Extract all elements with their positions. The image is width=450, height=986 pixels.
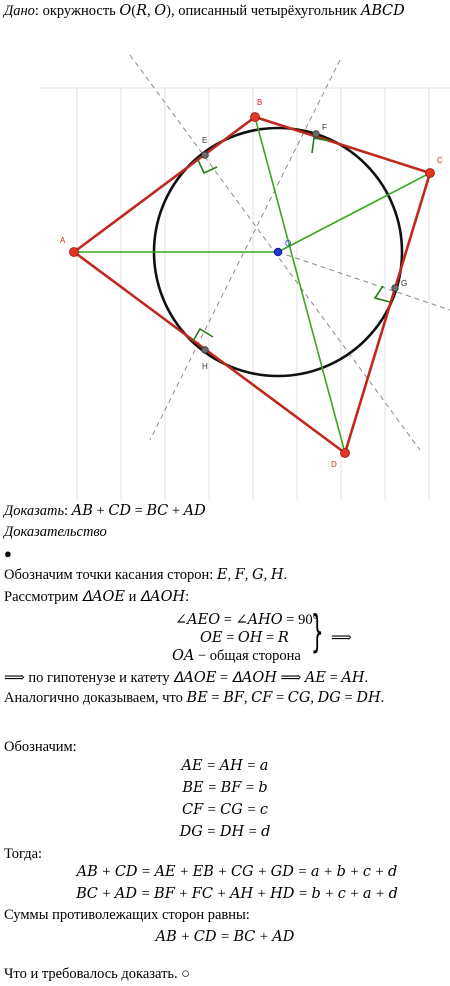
- similarly-line: Аналогично доказываем, что 𝐵𝐸 = 𝐵𝐹, 𝐶𝐹 = 𝐶𝐺, 𝐷𝐺 = 𝐷𝐻.: [4, 690, 385, 706]
- system-brace: }: [311, 606, 324, 657]
- point-e: [202, 152, 209, 159]
- prove-line: [4, 502, 206, 520]
- given-quad: 𝐴𝐵𝐶𝐷: [360, 3, 405, 19]
- tangent-points: [202, 131, 399, 354]
- prove-text: : 𝐴𝐵 + 𝐶𝐷 = 𝐵𝐶 + 𝐴𝐷: [64, 503, 206, 519]
- prove-prefix: Доказать: [4, 503, 65, 519]
- system-eq3: 𝑂𝐴 − общая сторона: [172, 648, 301, 664]
- point-a: [70, 248, 79, 257]
- right-angle-marks: [193, 138, 390, 341]
- given-text2: , описанный четырёхугольник: [171, 3, 361, 19]
- label-o: O: [285, 239, 292, 248]
- given-circle: 𝑂(𝑅, 𝑂): [119, 3, 171, 19]
- dashed-line-a-f: [150, 60, 340, 440]
- segment-o-c: [278, 173, 430, 252]
- label-e: E: [202, 136, 208, 145]
- right-angle-g: [375, 286, 390, 302]
- system-eq2: 𝑂𝐸 = 𝑂𝐻 = 𝑅: [200, 630, 289, 646]
- point-d: [341, 449, 350, 458]
- system-implies: ⟹: [331, 630, 352, 646]
- proof-title: Доказательство: [4, 524, 107, 540]
- tangent-points-line: Обозначим точки касания сторон: 𝐸, 𝐹, 𝐺, 𝐻.: [4, 567, 288, 583]
- label-h: H: [202, 362, 208, 371]
- equation-ae: 𝐴𝐸 = 𝐴𝐻 = 𝑎: [181, 758, 269, 774]
- point-f: [313, 131, 320, 138]
- consider-line: Рассмотрим 𝛥𝐴𝑂𝐸 и 𝛥𝐴𝑂𝐻:: [4, 589, 190, 605]
- sums-equal-line: Суммы противолежащих сторон равны:: [4, 907, 250, 923]
- bullet: ●: [4, 546, 12, 561]
- equation-be: 𝐵𝐸 = 𝐵𝐹 = 𝑏: [182, 780, 268, 796]
- given-line: [4, 2, 405, 20]
- point-b: [251, 113, 260, 122]
- final-equation: 𝐴𝐵 + 𝐶𝐷 = 𝐵𝐶 + 𝐴𝐷: [155, 929, 295, 945]
- label-c: C: [437, 156, 443, 165]
- given-text: : окружность: [34, 3, 120, 19]
- label-g: G: [401, 279, 408, 288]
- equation-cf: 𝐶𝐹 = 𝐶𝐺 = 𝑐: [181, 802, 269, 818]
- given-prefix: Дано: [4, 3, 35, 19]
- point-c: [426, 169, 435, 178]
- qed-line: Что и требовалось доказать. ○: [4, 966, 191, 982]
- hypotenuse-line: ⟹ по гипотенузе и катету 𝛥𝐴𝑂𝐸 = 𝛥𝐴𝑂𝐻 ⟹ 𝐴𝐸 = 𝐴𝐻.: [4, 670, 369, 686]
- right-angle-f: [312, 138, 329, 153]
- label-a: A: [60, 236, 66, 245]
- right-angle-e: [198, 160, 217, 173]
- label-f: F: [322, 123, 327, 132]
- equation-dg: 𝐷𝐺 = 𝐷𝐻 = 𝑑: [179, 824, 271, 840]
- sum-ab-cd: 𝐴𝐵 + 𝐶𝐷 = 𝐴𝐸 + 𝐸𝐵 + 𝐶𝐺 + 𝐺𝐷 = 𝑎 + 𝑏 + 𝑐 + 𝑑: [76, 864, 398, 880]
- grid: [40, 88, 450, 500]
- sum-bc-ad: 𝐵𝐶 + 𝐴𝐷 = 𝐵𝐹 + 𝐹𝐶 + 𝐴𝐻 + 𝐻𝐷 = 𝑏 + 𝑐 + 𝑎 + 𝑑: [76, 886, 398, 902]
- point-o: [274, 248, 282, 256]
- then-line: Тогда:: [4, 846, 43, 862]
- system-eq1: ∠𝐴𝐸𝑂 = ∠𝐴𝐻𝑂 = 90°: [175, 612, 319, 628]
- label-d: D: [331, 460, 337, 469]
- point-g: [392, 285, 399, 292]
- point-h: [202, 347, 209, 354]
- segment-b-d: [255, 117, 345, 453]
- geometry-figure: [0, 25, 450, 500]
- label-b: B: [257, 98, 263, 107]
- denote-line: Обозначим:: [4, 739, 77, 755]
- vertices: [70, 113, 435, 458]
